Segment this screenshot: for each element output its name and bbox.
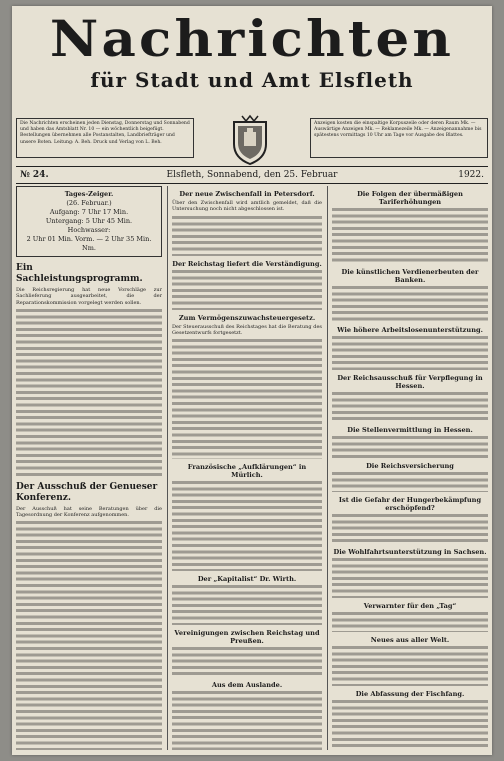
article-headline: Ist die Gefahr der Hungerbekämpfung erschöpfend? [338,496,482,512]
advertising-info-box: Anzeigen kosten die einspaltige Korpuszeile oder deren Raum Mk. — Auswärtige Anzeigen Mk. — Reklamezeile Mk. — Anzeigenannahme bis spätestens vormittags 10 Uhr am Tage vor Ausgabe des Blattes. [310,118,488,158]
article-body [172,339,322,459]
issue-number: № 24. [20,170,49,180]
article-body [172,270,322,310]
article-body [172,691,322,750]
article-body [172,647,322,677]
article-headline: Der „Kapitalist“ Dr. Wirth. [197,575,297,584]
article-headline: Verwarnter für den „Tag“ [363,602,457,610]
article-headline: Der neue Zwischenfall in Petersdorf. [179,190,315,198]
article-headline: Wie höhere Arbeitslosenunterstützung. [337,326,483,334]
article-body [332,286,488,322]
article-body [332,558,488,598]
article-body [332,472,488,492]
article-body [332,646,488,686]
day-info-title: Tages-Zeiger. [64,190,114,198]
day-info-line: 2 Uhr 01 Min. Vorm. — 2 Uhr 35 Min. Nm. [26,235,152,252]
masthead [12,10,492,114]
article-headline: Die Reichsversicherung [366,462,454,470]
dateline-bar [16,166,488,184]
article-body [16,309,162,479]
article-headline: Zum Vermögenszuwachsteuergesetz. [178,313,316,322]
article-text: Der Ausschuß hat seine Beratungen über die Tagesordnung der Konferenz aufgenommen. [16,505,162,519]
article-headline: Neues aus aller Welt. [370,636,450,644]
article-headline: Der Reichstag liefert die Verständigung. [172,259,322,268]
article-headline: Der Reichsausschuß für Verpflegung in Hessen. [337,374,483,390]
day-info-line: Hochwasser: [67,226,111,234]
article-headline: Der Ausschuß der Genueser Konferenz. [16,481,158,503]
article-headline: Die Folgen der übermäßigen Tariferhöhungen [357,190,463,206]
column-rule [167,186,168,750]
article-headline: Vereinigungen zwischen Reichstag und Preußen. [174,629,320,646]
column-1 [16,186,162,750]
subscription-info-box: Die Nachrichten erscheinen jeden Dienstag, Donnerstag und Sonnabend und haben das Amtsblatt Nr. 10 — ein wöchentlich beigefügt. Bestellungen übernehmen alle Postanstalten, Landbriefträger und unsere Boten. Leitung: A. Beh. Druck und Verlag von L. Beh. [16,118,194,158]
article-body [332,514,488,544]
town-crest-icon [228,114,272,166]
issue-date: Elsfleth, Sonnabend, den 25. Februar [166,170,338,180]
article-headline: Die Abfassung der Fischfang. [355,690,465,698]
day-info-line: Untergang: 5 Uhr 45 Min. [45,217,133,225]
article-text: Die Reichsregierung hat neue Vorschläge zur Sachlieferung ausgearbeitet, die der Reparationskommission vorgelegt werden sollen. [16,287,162,306]
masthead-subtitle: für Stadt und Amt Elsfleth [90,68,414,92]
article-text: Der Steuerausschuß des Reichstages hat die Beratung des Gesetzentwurfs fortgesetzt. [172,323,322,336]
column-3 [332,186,488,750]
article-headline: Französische „Aufklärungen“ in Mürlich. [187,463,307,480]
article-body [332,208,488,264]
article-body [332,392,488,422]
article-headline: Aus dem Auslande. [211,681,283,690]
article-headline: Die Wohlfahrtsunterstützung in Sachsen. [333,548,487,556]
article-text: Über den Zwischenfall wird amtlich gemeldet, daß die Untersuchung noch nicht abgeschlossen ist. [172,200,322,213]
article-body [332,700,488,750]
article-body [332,612,488,632]
day-info-line: Aufgang: 7 Uhr 17 Min. [49,208,129,216]
day-info-box [16,186,162,257]
article-body [332,436,488,458]
article-body [172,481,322,571]
article-headline: Ein Sachleistungsprogramm. [16,263,143,284]
column-rule [327,186,328,750]
article-body [172,216,322,256]
issue-year: 1922. [458,170,484,180]
article-body [16,521,162,750]
day-info-line: (26. Februar.) [66,199,112,207]
article-headline: Die künstlichen Verdienerbeuten der Banken. [341,268,479,284]
newspaper-page [12,6,492,755]
article-body [172,585,322,625]
article-headline: Die Stellenvermittlung in Hessen. [347,426,473,434]
masthead-title: Nachrichten [49,9,455,68]
column-2 [172,186,322,750]
article-body [332,336,488,370]
